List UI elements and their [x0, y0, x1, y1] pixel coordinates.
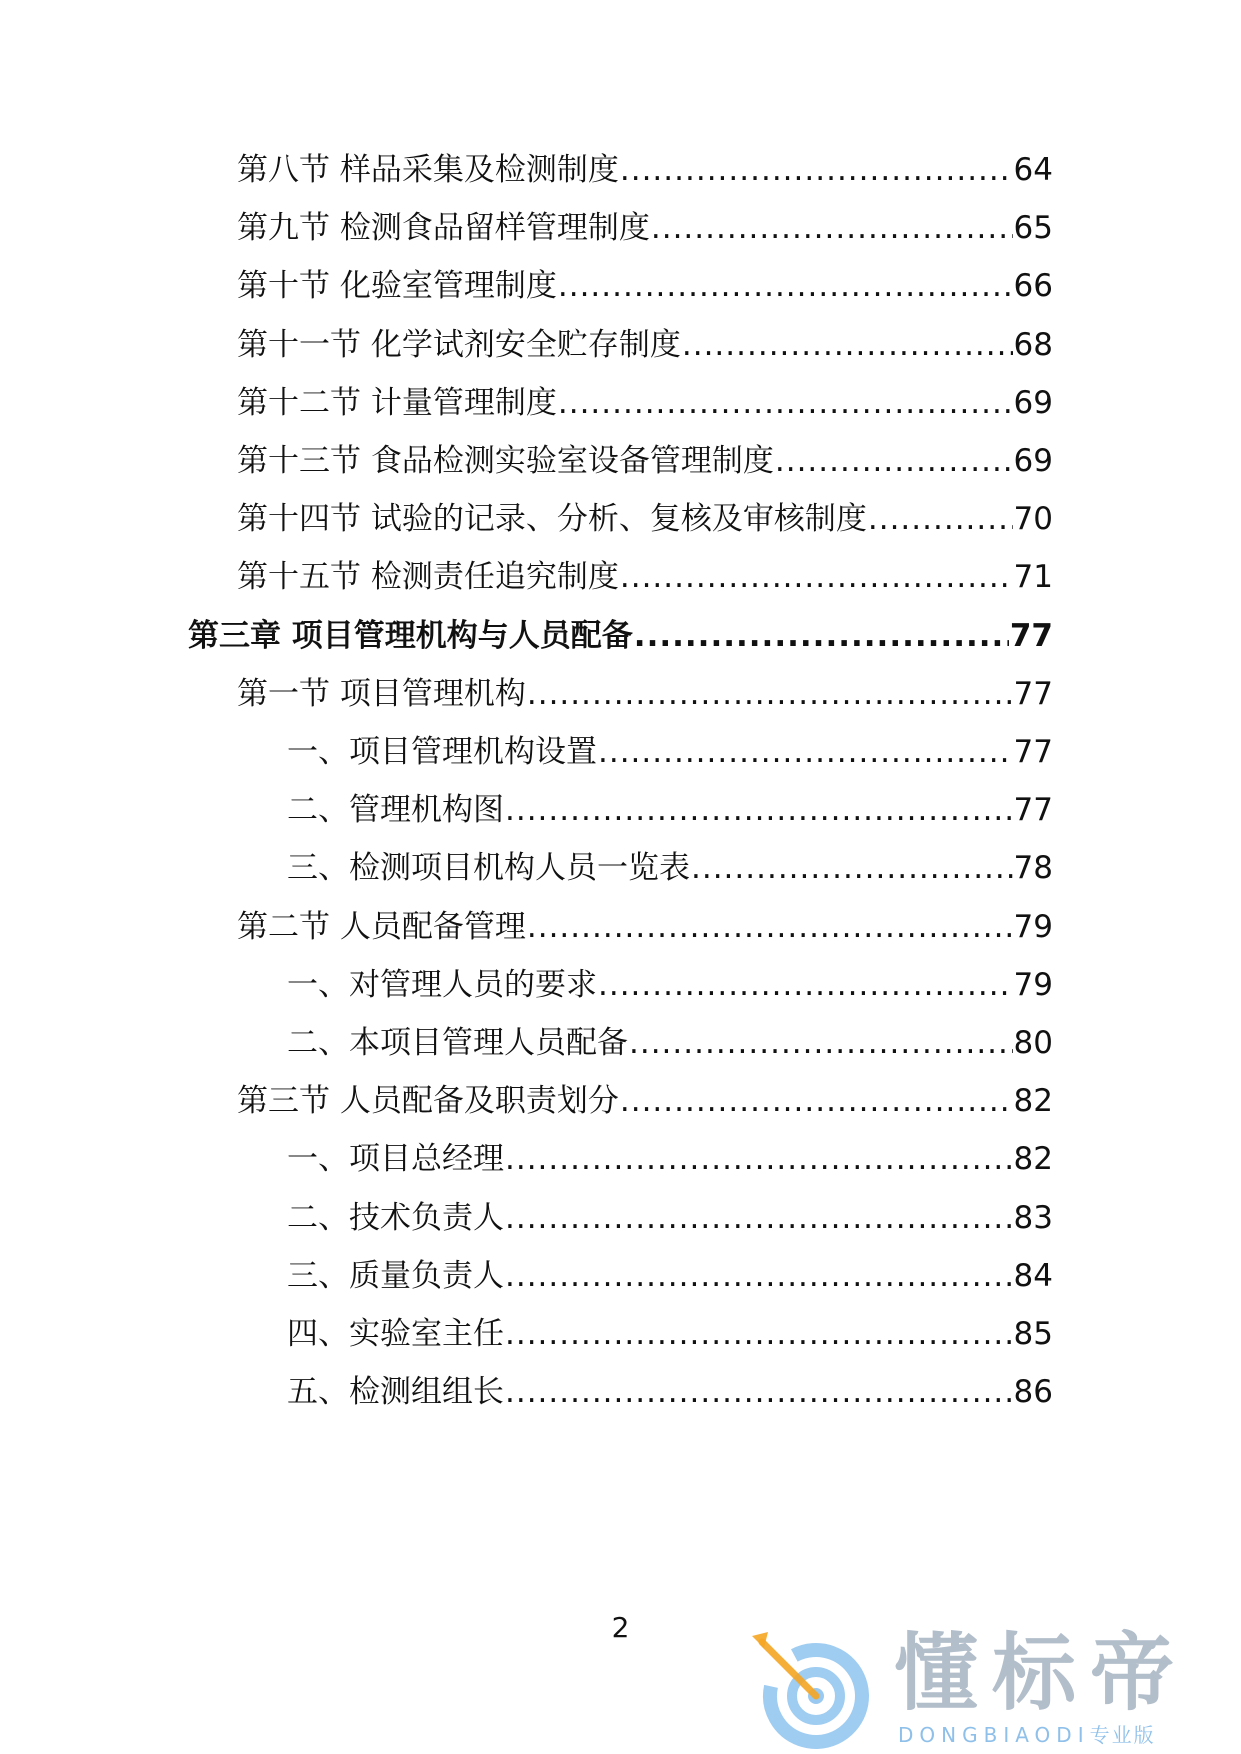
- toc-entry-page: 65: [1013, 210, 1053, 246]
- toc-dot-leader: [620, 1079, 1013, 1123]
- toc-entry-page: 82: [1013, 1141, 1053, 1177]
- toc-entry-page: 70: [1013, 501, 1053, 537]
- toc-entry[interactable]: [287, 1254, 1053, 1298]
- toc-entry[interactable]: [188, 614, 1053, 658]
- toc-entry-title: 第十四节 试验的记录、分析、复核及审核制度: [237, 501, 867, 537]
- toc-entry[interactable]: [237, 206, 1053, 250]
- toc-entry[interactable]: [237, 555, 1053, 599]
- toc-dot-leader: [634, 614, 1009, 658]
- toc-entry[interactable]: [287, 788, 1053, 832]
- toc-entry-title: 二、管理机构图: [287, 792, 504, 828]
- toc-entry[interactable]: [287, 1021, 1053, 1065]
- toc-entry-title: 第十节 化验室管理制度: [237, 268, 557, 304]
- toc-entry-title: 第十五节 检测责任追究制度: [237, 559, 619, 595]
- toc-dot-leader: [558, 381, 1013, 425]
- toc-entry-title: 第十一节 化学试剂安全贮存制度: [237, 327, 681, 363]
- toc-dot-leader: [505, 1196, 1013, 1240]
- target-logo-icon: [746, 1626, 874, 1750]
- toc-entry-title: 第一节 项目管理机构: [237, 676, 526, 712]
- watermark: [746, 1626, 1226, 1750]
- toc-entry-title: 第十二节 计量管理制度: [237, 385, 557, 421]
- toc-entry-page: 77: [1009, 618, 1053, 654]
- toc-entry-page: 68: [1013, 327, 1053, 363]
- toc-entry-title: 一、对管理人员的要求: [287, 967, 597, 1003]
- toc-entry[interactable]: [287, 1137, 1053, 1181]
- toc-entry[interactable]: [237, 381, 1053, 425]
- toc-entry[interactable]: [287, 730, 1053, 774]
- toc-entry-title: 五、检测组组长: [287, 1374, 504, 1410]
- toc-dot-leader: [527, 672, 1013, 716]
- toc-entry-page: 64: [1013, 152, 1053, 188]
- toc-dot-leader: [505, 1312, 1013, 1356]
- toc-entry[interactable]: [237, 439, 1053, 483]
- toc-entry-page: 77: [1013, 676, 1053, 712]
- toc-dot-leader: [620, 555, 1013, 599]
- toc-dot-leader: [620, 148, 1013, 192]
- toc-dot-leader: [651, 206, 1013, 250]
- toc-dot-leader: [505, 1137, 1013, 1181]
- toc-entry-page: 83: [1013, 1200, 1053, 1236]
- toc-entry-title: 第三节 人员配备及职责划分: [237, 1083, 619, 1119]
- toc-entry-page: 77: [1013, 734, 1053, 770]
- toc-entry-title: 第三章 项目管理机构与人员配备: [188, 618, 633, 654]
- toc-dot-leader: [598, 730, 1013, 774]
- toc-entry-page: 79: [1013, 967, 1053, 1003]
- watermark-brand-name: 懂标帝: [894, 1624, 1189, 1722]
- toc-dot-leader: [775, 439, 1013, 483]
- toc-entry-page: 78: [1013, 850, 1053, 886]
- toc-dot-leader: [558, 264, 1013, 308]
- toc-entry[interactable]: [287, 1312, 1053, 1356]
- toc-entry-title: 第二节 人员配备管理: [237, 909, 526, 945]
- toc-dot-leader: [527, 905, 1013, 949]
- toc-dot-leader: [868, 497, 1013, 541]
- toc-entry-page: 69: [1013, 443, 1053, 479]
- toc-entry-title: 二、本项目管理人员配备: [287, 1025, 628, 1061]
- toc-entry-page: 84: [1013, 1258, 1053, 1294]
- toc-dot-leader: [691, 846, 1013, 890]
- toc-entry[interactable]: [287, 846, 1053, 890]
- toc-dot-leader: [682, 323, 1013, 367]
- toc-entry-page: 86: [1013, 1374, 1053, 1410]
- toc-entry-page: 77: [1013, 792, 1053, 828]
- toc-entry-title: 三、质量负责人: [287, 1258, 504, 1294]
- toc-dot-leader: [598, 963, 1013, 1007]
- toc-entry-title: 二、技术负责人: [287, 1200, 504, 1236]
- toc-entry-title: 第八节 样品采集及检测制度: [237, 152, 619, 188]
- toc-entry-page: 85: [1013, 1316, 1053, 1352]
- toc-dot-leader: [505, 788, 1013, 832]
- toc-entry-page: 82: [1013, 1083, 1053, 1119]
- toc-entry-page: 69: [1013, 385, 1053, 421]
- toc-entry-page: 71: [1013, 559, 1053, 595]
- toc-entry[interactable]: [237, 497, 1053, 541]
- toc-entry[interactable]: [237, 1079, 1053, 1123]
- toc-entry[interactable]: [237, 264, 1053, 308]
- toc-entry-title: 第九节 检测食品留样管理制度: [237, 210, 650, 246]
- watermark-subtitle: [898, 1722, 1156, 1748]
- watermark-pinyin: DONGBIAODI: [898, 1723, 1090, 1747]
- toc-entry-page: 66: [1013, 268, 1053, 304]
- toc-entry-title: 三、检测项目机构人员一览表: [287, 850, 690, 886]
- toc-entry[interactable]: [287, 1370, 1053, 1414]
- toc-entry[interactable]: [287, 1196, 1053, 1240]
- toc-entry-title: 第十三节 食品检测实验室设备管理制度: [237, 443, 774, 479]
- toc-dot-leader: [629, 1021, 1013, 1065]
- watermark-edition: 专业版: [1089, 1723, 1156, 1747]
- toc-entry-title: 一、项目管理机构设置: [287, 734, 597, 770]
- toc-entry-page: 80: [1013, 1025, 1053, 1061]
- toc-dot-leader: [505, 1254, 1013, 1298]
- toc-entry[interactable]: [237, 323, 1053, 367]
- toc-entry[interactable]: [287, 963, 1053, 1007]
- page-number: 2: [611, 1611, 630, 1644]
- toc-dot-leader: [505, 1370, 1013, 1414]
- toc-entry-title: 四、实验室主任: [287, 1316, 504, 1352]
- toc-entry-title: 一、项目总经理: [287, 1141, 504, 1177]
- toc-entry[interactable]: [237, 672, 1053, 716]
- toc-entry[interactable]: [237, 905, 1053, 949]
- toc-entry[interactable]: [237, 148, 1053, 192]
- toc-entry-page: 79: [1013, 909, 1053, 945]
